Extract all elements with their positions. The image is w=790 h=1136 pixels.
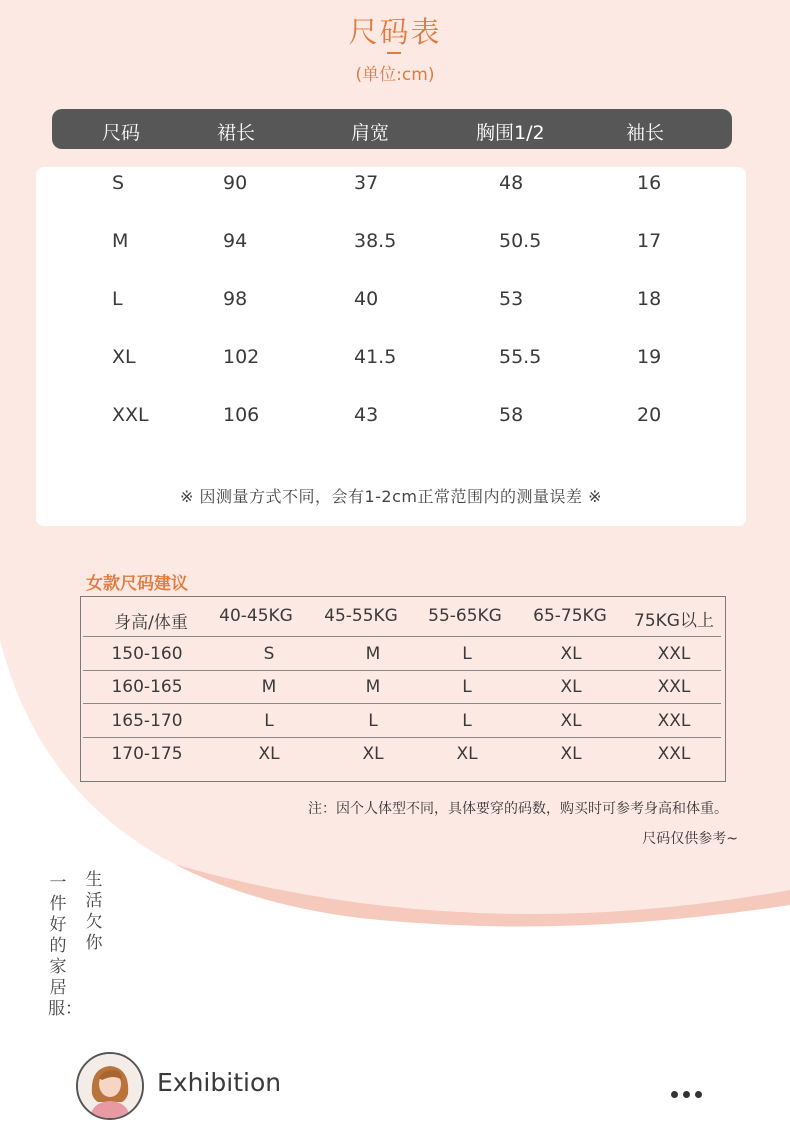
- recommendation-title: 女款尺码建议: [86, 574, 188, 594]
- header-shoulder: 肩宽: [351, 122, 390, 144]
- rec-cell: XL: [560, 677, 582, 697]
- rec-cell: L: [462, 644, 472, 664]
- reference-note: 尺码仅供参考~: [642, 831, 738, 847]
- table-cell: 50.5: [499, 230, 542, 252]
- unit-label: (单位:cm): [355, 65, 435, 85]
- table-cell: L: [112, 288, 123, 310]
- table-cell: XXL: [112, 404, 149, 426]
- avatar[interactable]: [76, 1052, 144, 1120]
- fit-note: 注：因个人体型不同，具体要穿的码数，购买时可参考身高和体重。: [308, 801, 728, 817]
- rec-header-cell: 55-65KG: [428, 606, 502, 626]
- rec-cell: M: [365, 677, 381, 697]
- table-cell: 106: [223, 404, 260, 426]
- table-cell: 40: [354, 288, 379, 310]
- table-cell: 18: [637, 288, 662, 310]
- table-cell: M: [112, 230, 129, 252]
- rec-cell: L: [462, 711, 472, 731]
- table-cell: 53: [499, 288, 524, 310]
- table-cell: 98: [223, 288, 248, 310]
- table-cell: 41.5: [354, 346, 397, 368]
- header-sleeve: 袖长: [626, 122, 665, 144]
- rec-cell: L: [264, 711, 274, 731]
- table-cell: 90: [223, 172, 248, 194]
- size-table-header: [52, 109, 732, 149]
- table-cell: 17: [637, 230, 662, 252]
- table-cell: 55.5: [499, 346, 542, 368]
- table-cell: 16: [637, 172, 662, 194]
- rec-header-cell: 75KG以上: [634, 611, 714, 631]
- rec-cell: XXL: [657, 644, 691, 664]
- page-title: 尺码表: [348, 15, 442, 49]
- table-cell: 20: [637, 404, 662, 426]
- table-cell: S: [112, 172, 125, 194]
- rec-header-cell: 身高/体重: [114, 613, 188, 633]
- table-cell: 94: [223, 230, 248, 252]
- rec-cell: L: [368, 711, 378, 731]
- rec-cell: XXL: [657, 744, 691, 764]
- header-size: 尺码: [102, 122, 141, 144]
- rec-cell: XXL: [657, 711, 691, 731]
- table-divider: [83, 670, 721, 671]
- rec-cell: 165-170: [111, 711, 183, 731]
- table-cell: 58: [499, 404, 524, 426]
- title-divider: [387, 52, 401, 54]
- rec-cell: XL: [456, 744, 478, 764]
- table-divider: [83, 703, 721, 704]
- table-cell: 102: [223, 346, 260, 368]
- rec-header-cell: 40-45KG: [219, 606, 293, 626]
- rec-cell: S: [263, 644, 275, 664]
- rec-cell: XL: [560, 711, 582, 731]
- table-cell: 48: [499, 172, 524, 194]
- table-divider: [83, 737, 721, 738]
- table-cell: 37: [354, 172, 379, 194]
- more-options-icon[interactable]: [671, 1083, 707, 1102]
- rec-cell: 170-175: [111, 744, 183, 764]
- slogan-line-2: 一件好的家居服：: [48, 873, 82, 1019]
- table-divider: [83, 636, 721, 637]
- brand-name: Exhibition: [157, 1068, 282, 1097]
- rec-cell: XL: [560, 644, 582, 664]
- rec-header-cell: 65-75KG: [533, 606, 607, 626]
- rec-header-cell: 45-55KG: [324, 606, 398, 626]
- measurement-note: ※ 因测量方式不同，会有1-2cm正常范围内的测量误差 ※: [179, 487, 602, 506]
- rec-cell: XL: [258, 744, 280, 764]
- rec-cell: XL: [362, 744, 384, 764]
- rec-cell: 160-165: [111, 677, 183, 697]
- rec-cell: XXL: [657, 677, 691, 697]
- rec-cell: XL: [560, 744, 582, 764]
- size-table-body: [36, 167, 746, 526]
- table-cell: 38.5: [354, 230, 397, 252]
- avatar-portrait-icon: [78, 1054, 142, 1118]
- rec-cell: M: [365, 644, 381, 664]
- table-cell: XL: [112, 346, 136, 368]
- header-length: 裙长: [217, 122, 256, 144]
- rec-cell: M: [261, 677, 277, 697]
- table-cell: 43: [354, 404, 379, 426]
- header-chest: 胸围1/2: [476, 122, 545, 144]
- slogan-line-1: 生活欠你: [85, 870, 103, 953]
- table-cell: 19: [637, 346, 662, 368]
- rec-cell: 150-160: [111, 644, 183, 664]
- rec-cell: L: [462, 677, 472, 697]
